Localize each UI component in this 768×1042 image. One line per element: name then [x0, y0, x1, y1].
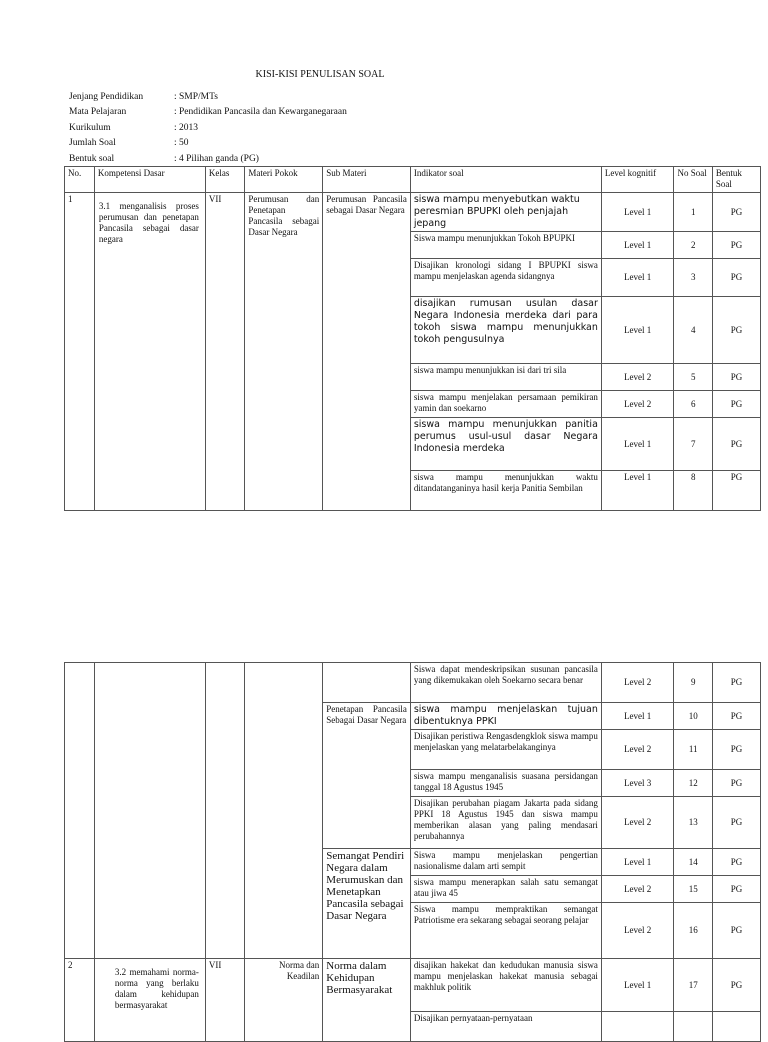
kisi-table-page1	[64, 166, 761, 511]
cell-indikator: siswa mampu menunjukkan waktu ditandatanganinya hasil kerja Panitia Sembilan	[410, 471, 601, 511]
meta-label: Kurikulum	[69, 122, 111, 133]
cell-sub-materi	[323, 663, 411, 703]
cell-indikator: siswa mampu menunjukkan isi dari tri sila	[410, 364, 601, 391]
cell-no: 1	[65, 193, 95, 511]
cell-sub-materi: Semangat Pendiri Negara dalam Merumuskan dan Menetapkan Pancasila sebagai Dasar Negara	[323, 849, 411, 959]
cell-indikator: Siswa mampu menjelaskan pengertian nasionalisme dalam arti sempit	[410, 849, 601, 876]
cell-materi-pokok	[245, 663, 323, 959]
cell-level: Level 1	[601, 703, 674, 730]
col-header-level: Level kognitif	[601, 167, 674, 193]
cell-bentuk-soal: PG	[712, 193, 760, 232]
cell-indikator: Siswa mampu mempraktikan semangat Patriotisme era sekarang sebagai seorang pelajar	[410, 903, 601, 959]
cell-bentuk-soal: PG	[712, 849, 760, 876]
meta-value: : 2013	[174, 122, 199, 133]
cell-level: Level 2	[601, 391, 674, 418]
cell-indikator: siswa mampu menjelakan persamaan pemikiran yamin dan soekarno	[410, 391, 601, 418]
cell-bentuk-soal: PG	[712, 391, 760, 418]
cell-kompetensi-dasar: 3.1 menganalisis proses perumusan dan penetapan Pancasila sebagai dasar negara	[94, 193, 205, 511]
meta-value: : 50	[174, 138, 189, 149]
cell-indikator: Disajikan perubahan piagam Jakarta pada sidang PPKI 18 Agustus 1945 dan siswa mampu memberikan alasan yang paling mendasari perubahannya	[410, 797, 601, 849]
cell-indikator: Disajikan kronologi sidang I BPUPKI siswa mampu menjelaskan agenda sidangnya	[410, 259, 601, 297]
cell-bentuk-soal: PG	[712, 418, 760, 471]
document-title: KISI-KISI PENULISAN SOAL	[255, 69, 385, 80]
cell-indikator: Siswa mampu menunjukkan Tokoh BPUPKI	[410, 232, 601, 259]
cell-no-soal: 15	[674, 876, 712, 903]
cell-indikator: Disajikan pernyataan-pernyataan	[410, 1012, 601, 1042]
cell-bentuk-soal: PG	[712, 959, 760, 1012]
cell-no-soal: 14	[674, 849, 712, 876]
cell-kompetensi-dasar: 3.2 memahami norma-norma yang berlaku dalam kehidupan bermasyarakat	[94, 959, 205, 1042]
cell-level: Level 1	[601, 849, 674, 876]
meta-value: : 4 Pilihan ganda (PG)	[174, 153, 259, 164]
cell-level: Level 1	[601, 418, 674, 471]
cell-bentuk-soal	[712, 1012, 760, 1042]
col-header-bentuk: Bentuk Soal	[712, 167, 760, 193]
meta-value: : SMP/MTs	[174, 92, 218, 102]
cell-level: Level 1	[601, 259, 674, 297]
cell-level: Level 2	[601, 730, 674, 770]
cell-no-soal: 6	[674, 391, 712, 418]
cell-level: Level 2	[601, 364, 674, 391]
meta-label: Jumlah Soal	[69, 138, 116, 149]
cell-indikator: siswa mampu menjelaskan tujuan dibentuknya PPKI	[410, 703, 601, 730]
cell-no-soal: 4	[674, 297, 712, 364]
meta-value: : Pendidikan Pancasila dan Kewarganegaraan	[174, 107, 347, 118]
cell-bentuk-soal: PG	[712, 797, 760, 849]
cell-bentuk-soal: PG	[712, 259, 760, 297]
cell-no-soal: 2	[674, 232, 712, 259]
cell-level: Level 1	[601, 297, 674, 364]
table-row	[65, 663, 761, 703]
cell-indikator: disajikan rumusan usulan dasar Negara Indonesia merdeka dari para tokoh siswa mampu menunjukkan tokoh pengusulnya	[410, 297, 601, 364]
cell-no: 2	[65, 959, 95, 1042]
cell-bentuk-soal: PG	[712, 471, 760, 511]
col-header-nosoal: No Soal	[674, 167, 712, 193]
cell-no-soal: 12	[674, 770, 712, 797]
meta-row-jenjang	[69, 90, 347, 105]
cell-level: Level 3	[601, 770, 674, 797]
cell-bentuk-soal: PG	[712, 770, 760, 797]
cell-bentuk-soal: PG	[712, 364, 760, 391]
cell-level: Level 2	[601, 663, 674, 703]
cell-no-soal: 16	[674, 903, 712, 959]
cell-kompetensi-dasar	[94, 663, 205, 959]
cell-indikator: Siswa dapat mendeskripsikan susunan pancasila yang dikemukakan oleh Soekarno secara benar	[410, 663, 601, 703]
cell-level: Level 1	[601, 471, 674, 511]
meta-row-mapel	[69, 105, 347, 120]
cell-bentuk-soal: PG	[712, 663, 760, 703]
cell-kelas: VII	[205, 959, 244, 1042]
col-header-materi: Materi Pokok	[245, 167, 323, 193]
cell-no-soal: 8	[674, 471, 712, 511]
cell-level: Level 1	[601, 193, 674, 232]
cell-no-soal: 1	[674, 193, 712, 232]
cell-bentuk-soal: PG	[712, 703, 760, 730]
meta-label: Mata Pelajaran	[69, 107, 127, 118]
col-header-kd: Kompetensi Dasar	[94, 167, 205, 193]
table-row	[65, 193, 761, 232]
meta-label: Bentuk soal	[69, 153, 115, 164]
header-row	[65, 167, 761, 193]
cell-indikator: siswa mampu menyebutkan waktu peresmian BPUPKI oleh penjajah jepang	[410, 193, 601, 232]
kisi-table-page2	[64, 662, 761, 1042]
cell-bentuk-soal: PG	[712, 730, 760, 770]
cell-no-soal: 7	[674, 418, 712, 471]
col-header-indikator: Indikator soal	[410, 167, 601, 193]
cell-no-soal: 3	[674, 259, 712, 297]
cell-no-soal: 10	[674, 703, 712, 730]
col-header-kelas: Kelas	[205, 167, 244, 193]
cell-sub-materi: Norma dalam Kehidupan Bermasyarakat	[323, 959, 411, 1042]
cell-indikator: Disajikan peristiwa Rengasdengklok siswa mampu menjelaskan yang melatarbelakanginya	[410, 730, 601, 770]
meta-row-kurikulum	[69, 121, 347, 136]
meta-label: Jenjang Pendidikan	[69, 92, 144, 102]
cell-no-soal	[674, 1012, 712, 1042]
cell-level: Level 2	[601, 797, 674, 849]
cell-indikator: siswa mampu menerapkan salah satu semangat atau jiwa 45	[410, 876, 601, 903]
cell-indikator: siswa mampu menunjukkan panitia perumus usul-usul dasar Negara Indonesia merdeka	[410, 418, 601, 471]
cell-no-soal: 13	[674, 797, 712, 849]
cell-materi-pokok: Norma dan Keadilan	[245, 959, 323, 1042]
col-header-no: No.	[65, 167, 95, 193]
cell-indikator: siswa mampu menganalisis suasana persidangan tanggal 18 Agustus 1945	[410, 770, 601, 797]
cell-no-soal: 11	[674, 730, 712, 770]
cell-indikator: disajikan hakekat dan kedudukan manusia siswa mampu menjelaskan hakekat manusia sebagai makhluk politik	[410, 959, 601, 1012]
cell-level	[601, 1012, 674, 1042]
meta-row-jumlah	[69, 136, 347, 151]
document-meta	[69, 90, 347, 167]
cell-bentuk-soal: PG	[712, 232, 760, 259]
cell-materi-pokok: Perumusan dan Penetapan Pancasila sebagai Dasar Negara	[245, 193, 323, 511]
cell-bentuk-soal: PG	[712, 903, 760, 959]
cell-no-soal: 17	[674, 959, 712, 1012]
cell-level: Level 2	[601, 903, 674, 959]
meta-row-bentuk	[69, 152, 347, 167]
cell-no-soal: 9	[674, 663, 712, 703]
cell-sub-materi: Perumusan Pancasila sebagai Dasar Negara	[323, 193, 411, 511]
cell-level: Level 1	[601, 959, 674, 1012]
cell-level: Level 2	[601, 876, 674, 903]
cell-kelas: VII	[205, 193, 244, 511]
cell-bentuk-soal: PG	[712, 876, 760, 903]
cell-bentuk-soal: PG	[712, 297, 760, 364]
table-row	[65, 959, 761, 1012]
cell-no	[65, 663, 95, 959]
cell-kelas	[205, 663, 244, 959]
cell-level: Level 1	[601, 232, 674, 259]
cell-no-soal: 5	[674, 364, 712, 391]
cell-sub-materi: Penetapan Pancasila Sebagai Dasar Negara	[323, 703, 411, 849]
col-header-sub: Sub Materi	[323, 167, 411, 193]
